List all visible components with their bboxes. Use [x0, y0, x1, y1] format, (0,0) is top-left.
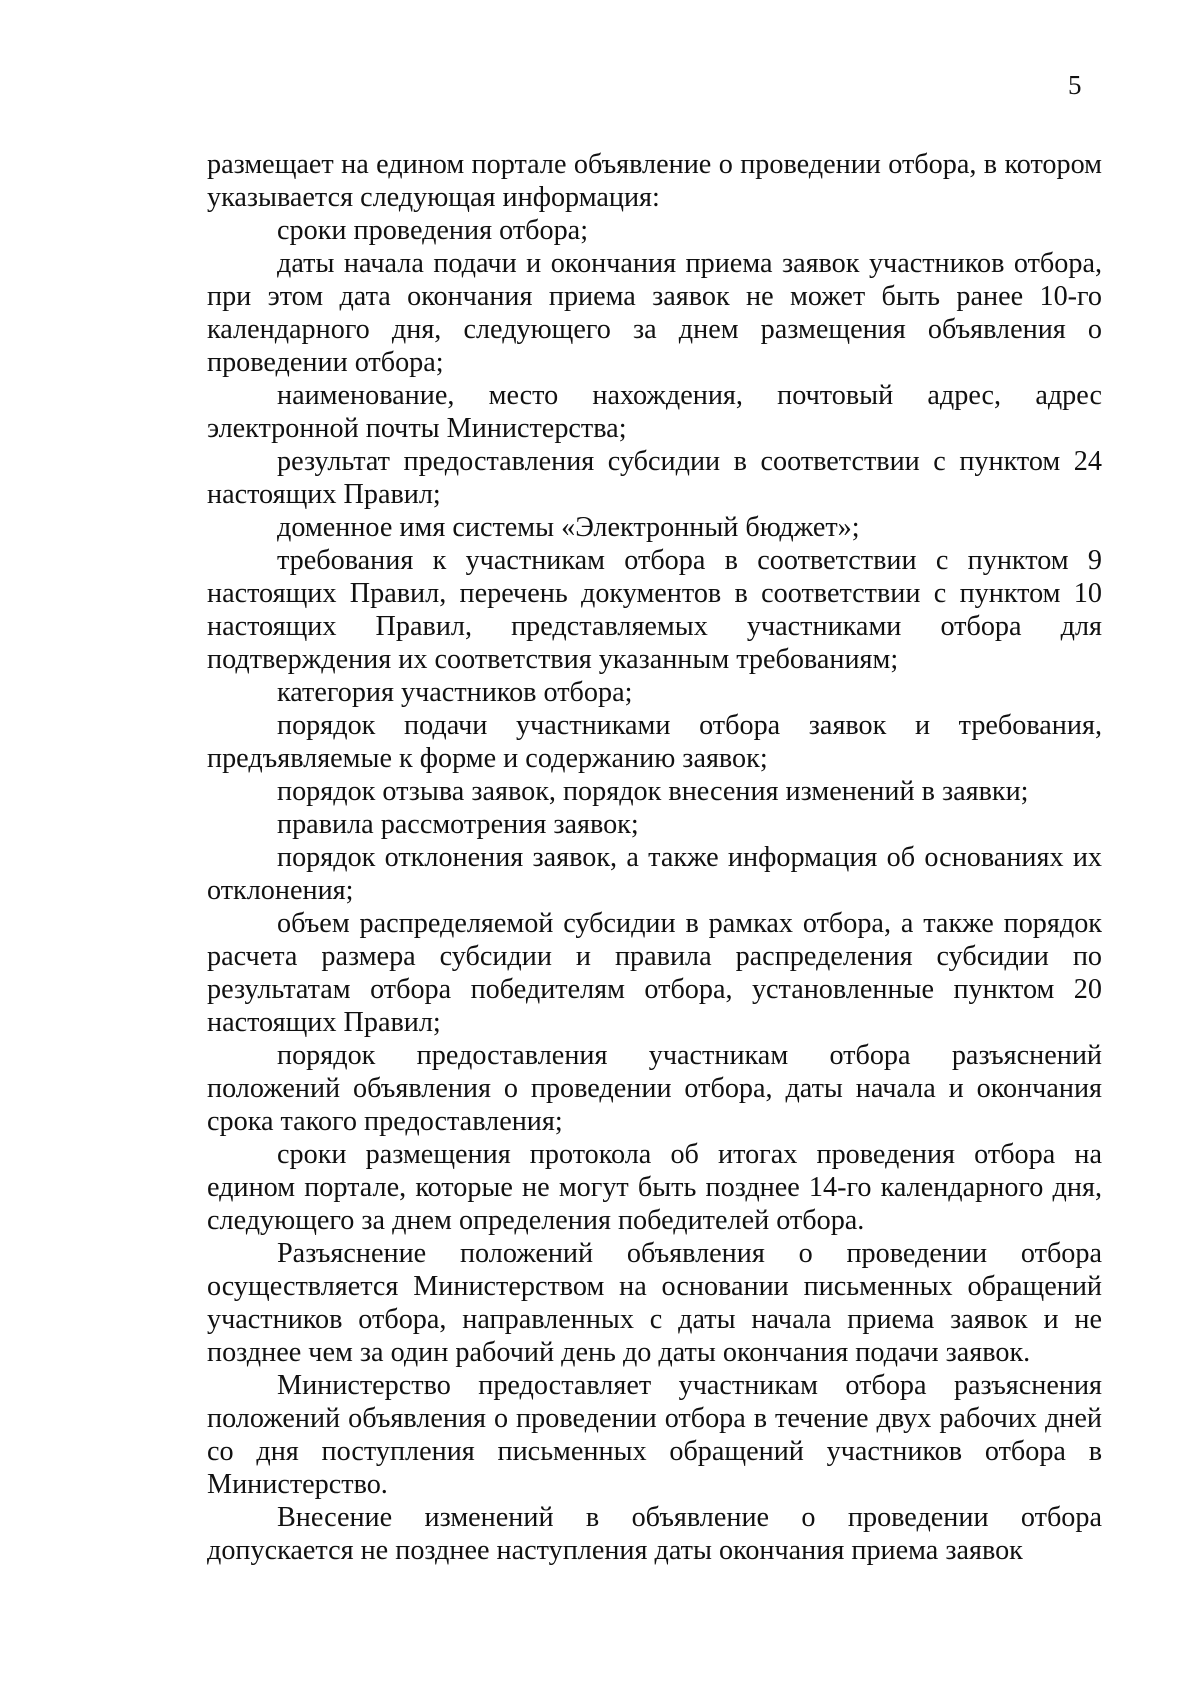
- paragraph-clarifications-procedure: порядок предоставления участникам отбора разъяснений положений объявления о проведении отбора, даты начала и окончания срока такого предоставления;: [207, 1040, 1102, 1137]
- paragraph-subsidy-volume: объем распределяемой субсидии в рамках отбора, а также порядок расчета размера субсидии и правила распределения субсидии по результатам отбора победителям отбора, установленные пунктом 20 настоящих Правил;: [207, 908, 1102, 1038]
- paragraph-clarification-timing: Министерство предоставляет участникам отбора разъяснения положений объявления о проведении отбора в течение двух рабочих дней со дня поступления письменных обращений участников отбора в Министерство.: [207, 1370, 1102, 1500]
- paragraph-announcement-intro: размещает на едином портале объявление о проведении отбора, в котором указывается следующая информация:: [207, 149, 1102, 213]
- paragraph-domain-name: доменное имя системы «Электронный бюджет»;: [277, 512, 860, 543]
- paragraph-application-dates: даты начала подачи и окончания приема заявок участников отбора, при этом дата окончания приема заявок не может быть ранее 10-го календарного дня, следующего за днем размещения объявления о проведении отбора;: [207, 248, 1102, 378]
- paragraph-announcement-changes: Внесение изменений в объявление о проведении отбора допускается не позднее наступления даты окончания приема заявок: [207, 1502, 1102, 1566]
- paragraph-subsidy-result: результат предоставления субсидии в соответствии с пунктом 24 настоящих Правил;: [207, 446, 1102, 510]
- paragraph-participant-requirements: требования к участникам отбора в соответствии с пунктом 9 настоящих Правил, перечень документов в соответствии с пунктом 10 настоящих Правил, представляемых участниками отбора для подтверждения их соответствия указанным требованиям;: [207, 545, 1102, 675]
- page-number: 5: [1068, 70, 1082, 100]
- paragraph-clarification-basis: Разъяснение положений объявления о проведении отбора осуществляется Министерством на основании письменных обращений участников отбора, направленных с даты начала приема заявок и не позднее чем за один рабочий день до даты окончания подачи заявок.: [207, 1238, 1102, 1368]
- paragraph-review-rules: правила рассмотрения заявок;: [277, 809, 639, 840]
- paragraph-rejection-procedure: порядок отклонения заявок, а также информация об основаниях их отклонения;: [207, 842, 1102, 906]
- paragraph-selection-terms: сроки проведения отбора;: [277, 215, 589, 246]
- paragraph-submission-procedure: порядок подачи участниками отбора заявок и требования, предъявляемые к форме и содержанию заявок;: [207, 710, 1102, 774]
- paragraph-protocol-terms: сроки размещения протокола об итогах проведения отбора на едином портале, которые не могут быть позднее 14-го календарного дня, следующего за днем определения победителей отбора.: [207, 1139, 1102, 1236]
- document-body: [207, 148, 1102, 1567]
- paragraph-participant-category: категория участников отбора;: [277, 677, 633, 708]
- paragraph-ministry-contacts: наименование, место нахождения, почтовый адрес, адрес электронной почты Министерства;: [207, 380, 1102, 444]
- paragraph-withdrawal-procedure: порядок отзыва заявок, порядок внесения изменений в заявки;: [277, 776, 1029, 807]
